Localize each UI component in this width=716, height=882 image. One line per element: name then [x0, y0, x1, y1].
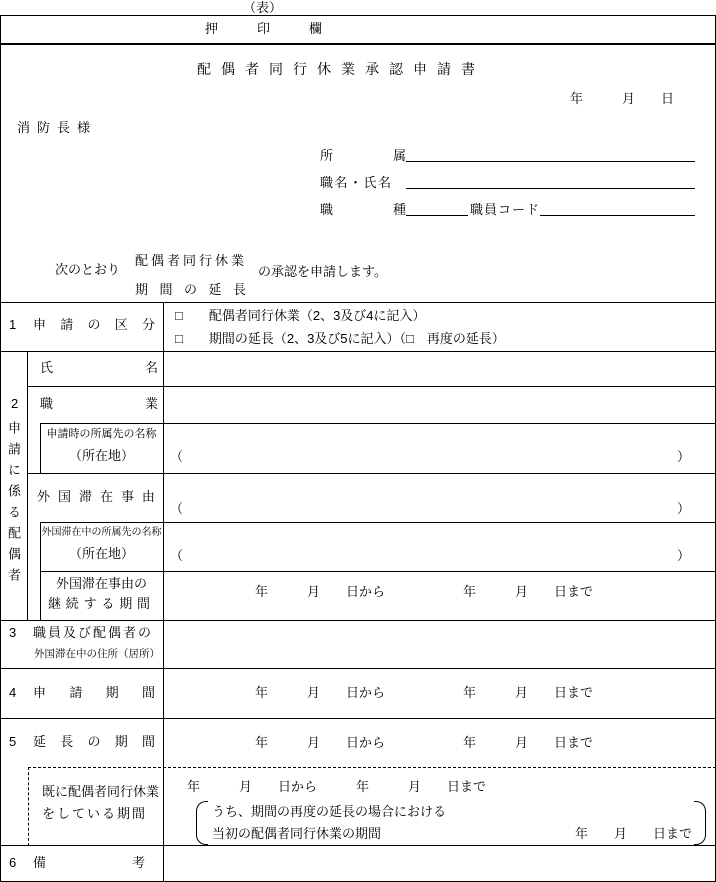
office-name-label: 申請時の所属先の名称	[46, 428, 157, 440]
remarks-field[interactable]	[164, 846, 714, 880]
row1-checkbox-extension[interactable]: □ 期間の延長（2、3及び5に記入）（□ 再度の延長）	[175, 331, 505, 346]
job-type-label: 職 種	[320, 202, 406, 217]
spouse-occupation-field[interactable]	[164, 387, 714, 422]
header-date-line[interactable]: 年 月 日	[570, 91, 675, 106]
row1-label: 申 請 の 区 分	[33, 317, 155, 332]
stay-reason-label: 外 国 滞 在 事 由	[37, 489, 155, 504]
abroad-office-location-label: （所在地）	[68, 546, 134, 561]
row4-label: 申 請 期 間	[33, 685, 155, 700]
abroad-office-paren-close: ）	[677, 548, 691, 563]
intro-option-bottom: 期 間 の 延 長	[135, 282, 246, 297]
stay-reason-field[interactable]	[164, 474, 714, 501]
intro-suffix: の承認を申請します。	[258, 264, 387, 279]
intro-prefix: 次のとおり	[55, 262, 121, 277]
stay-period-label-line1: 外国滞在事由の	[55, 576, 147, 591]
table-border-line	[1, 718, 715, 719]
job-type-field-row	[320, 202, 695, 216]
office-location-label: （所在地）	[68, 448, 134, 463]
abroad-office-paren-open: （	[170, 548, 184, 563]
stay-reason-paren-close: ）	[677, 501, 691, 516]
spouse-name-field[interactable]	[164, 352, 714, 385]
office-name-field[interactable]	[164, 424, 714, 449]
addressee-label: 消防長様	[17, 120, 98, 135]
office-location-field[interactable]	[184, 449, 674, 471]
affiliation-field-row	[320, 148, 695, 162]
spouse-occupation-label: 職 業	[40, 396, 158, 411]
row2-side-label: 申請に係る配偶者	[6, 421, 21, 589]
row5-number: 5	[9, 734, 17, 749]
position-name-input-line[interactable]	[406, 174, 695, 189]
abroad-office-label: 外国滞在中の所属先の名称	[41, 527, 162, 538]
office-location-paren-open: （	[170, 449, 184, 464]
office-location-paren-close: ）	[677, 449, 691, 464]
page-side-label: （表）	[243, 0, 283, 15]
employee-code-input-line[interactable]	[540, 201, 695, 216]
position-name-field-row	[320, 175, 695, 189]
row3-label-line2: 外国滞在中の住所（居所）	[34, 648, 160, 660]
row3-number: 3	[9, 625, 17, 640]
employee-code-label: 職員コード	[470, 202, 541, 217]
intro-option-top: 配偶者同行休業	[135, 253, 248, 268]
extension-period-date-range[interactable]: 年 月 日から 年 月 日まで	[255, 735, 594, 750]
spouse-name-label: 氏 名	[40, 360, 158, 375]
stay-period-date-range[interactable]: 年 月 日から 年 月 日まで	[255, 584, 594, 599]
table-border-line	[40, 571, 715, 572]
stay-reason-paren-open: （	[170, 501, 184, 516]
row6-label: 備 考	[33, 855, 145, 870]
job-type-input-line[interactable]	[406, 201, 468, 216]
abroad-office-name-field[interactable]	[164, 523, 714, 548]
affiliation-input-line[interactable]	[406, 147, 695, 162]
row3-label-line1: 職員及び配偶者の	[33, 625, 154, 640]
abroad-office-location-field[interactable]	[184, 548, 674, 570]
existing-leave-label-line2: をしている期間	[42, 806, 148, 821]
table-border-line	[27, 351, 28, 620]
existing-leave-date-range[interactable]: 年 月 日から 年 月 日まで	[187, 779, 487, 794]
row5-label: 延 長 の 期 間	[33, 734, 155, 749]
note-bracket-right	[694, 801, 706, 845]
stay-reason-sub-field[interactable]	[184, 501, 674, 521]
row4-number: 4	[9, 685, 17, 700]
row6-number: 6	[9, 855, 17, 870]
row2-number: 2	[11, 396, 19, 411]
form-title: 配偶者同行休業承認申請書	[197, 61, 485, 77]
row1-checkbox-leave[interactable]: □ 配偶者同行休業（2、3及び4に記入）	[175, 308, 426, 323]
existing-leave-label-line1: 既に配偶者同行休業	[42, 784, 160, 799]
stamp-area[interactable]	[340, 16, 710, 41]
stay-period-label-line2: 継 続 す る 期 間	[48, 596, 150, 611]
note-bracket-left	[196, 801, 208, 845]
note-line1: うち、期間の再度の延長の場合における	[212, 804, 447, 819]
row1-number: 1	[9, 317, 17, 332]
stamp-box-label: 押 印 欄	[205, 21, 323, 36]
table-border-line	[1, 302, 715, 303]
note-date[interactable]: 年 月 日まで	[575, 826, 693, 841]
table-border-line	[1, 668, 715, 669]
application-period-date-range[interactable]: 年 月 日から 年 月 日まで	[255, 685, 594, 700]
affiliation-label: 所 属	[320, 148, 406, 163]
note-line2: 当初の配偶者同行休業の期間	[212, 826, 382, 841]
address-abroad-field[interactable]	[164, 621, 714, 667]
position-name-label: 職名・氏名	[320, 175, 393, 190]
